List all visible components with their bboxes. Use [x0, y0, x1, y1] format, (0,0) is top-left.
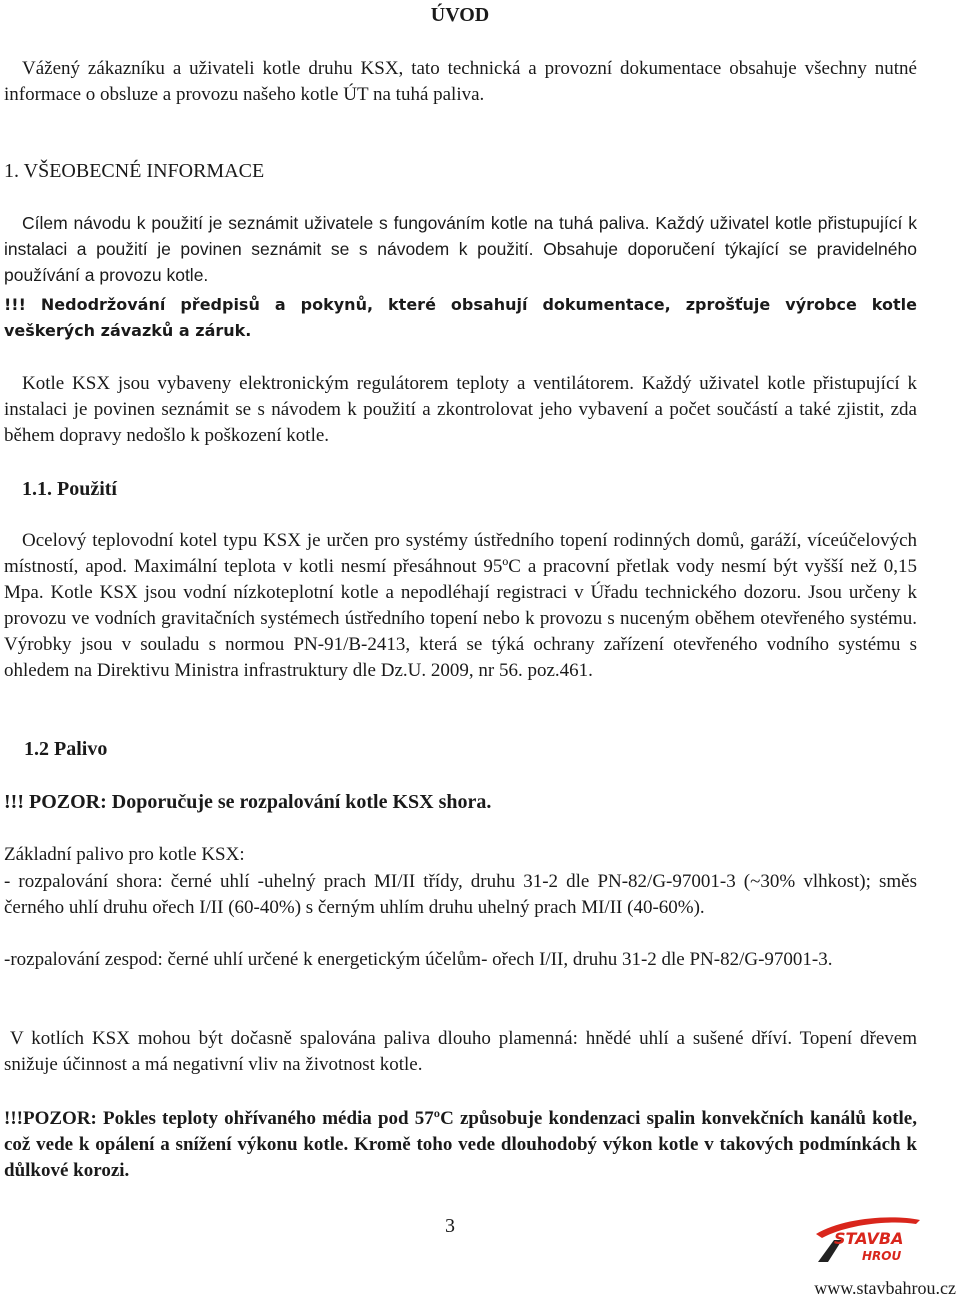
wood-paragraph: V kotlích KSX mohou být dočasně spalována paliva dlouho plamenná: hnědé uhlí a sušené dříví. Topení dřevem snižuje účinnost a má negativní vliv na životnost kotle. — [4, 1028, 917, 1075]
section-1-warning: !!! Nedodržování předpisů a pokynů, které obsahují dokumentace, zprošťuje výrobce kotle veškerých závazků a záruk. — [4, 295, 917, 340]
footer-url[interactable]: www.stavbahrou.cz — [814, 1278, 956, 1298]
page-number: 3 — [445, 1215, 455, 1237]
section-1-paragraph-2: Kotle KSX jsou vybaveny elektronickým regulátorem teploty a ventilátorem. Každý uživatel kotle přistupující k instalaci je povinen seznámit se s návodem k použití a zkontrolovat jeho vybavení a počet součástí a také zjistit, zda během dopravy nedošlo k poškození kotle. — [4, 373, 917, 446]
section-1-1-paragraph: Ocelový teplovodní kotel typu KSX je určen pro systémy ústředního topení rodinných domů, garáží, víceúčelových místností, apod. Maximální teplota v kotli nesmí přesáhnout 95ºC a pracovní přetlak vody nesmí být vyšší než 0,15 Mpa. Kotle KSX jsou vodní nízkoteplotní kotle a nepodléhají registraci v Úřadu technického dozoru. Jsou určeny k provozu ve vodních gravitačních systémech ústředního topení nebo k provozu s nuceným oběhem otevřeného systému. Výrobky jsou v souladu s normou PN-91/B-2413, která se týká ochrany zařízení otevřeného vodního systému s ohledem na Direktivu Ministra infrastruktury dle Dz.U. 2009, nr 56. poz.461. — [4, 530, 917, 681]
fuel-top-lighting: - rozpalování shora: černé uhlí -uhelný prach MI/II třídy, druhu 31-2 dle PN-82/G-97001-3 (~30% vlhkost); směs černého uhlí druhu ořech I/II (60-40%) s černým uhlím druhu uhelný prach MI/II (40-60%). — [4, 871, 917, 918]
fuel-intro: Základní palivo pro kotle KSX: — [4, 844, 245, 865]
logo-text-bottom: HROU — [862, 1249, 902, 1263]
section-1-2-warning: !!! POZOR: Doporučuje se rozpalování kotle KSX shora. — [4, 791, 492, 813]
section-1-heading: 1. VŠEOBECNÉ INFORMACE — [4, 160, 265, 182]
intro-paragraph: Vážený zákazníku a uživateli kotle druhu KSX, tato technická a provozní dokumentace obsahuje všechny nutné informace o obsluze a provozu našeho kotle ÚT na tuhá paliva. — [4, 58, 917, 105]
section-1-paragraph-1: Cílem návodu k použití je seznámit uživatele s fungováním kotle na tuhá paliva. Každý uživatel kotle přistupující k instalaci a použití je povinen seznámit se s návodem k použití. Obsahuje doporučení týkající se pravidelného používání a provozu kotle. — [4, 213, 917, 285]
stavbahrou-logo — [812, 1212, 924, 1268]
section-1-2-warning-2: !!!POZOR: Pokles teploty ohřívaného média pod 57ºC způsobuje kondenzaci spalin konvekčních kanálů kotle, což vede k opálení a snížení výkonu kotle. Kromě toho vede dlouhodobý výkon kotle v takových podmínkách k důlkové korozi. — [4, 1108, 917, 1181]
section-1-1-heading: 1.1. Použití — [22, 478, 117, 500]
logo-text-top: STAVBA — [834, 1229, 904, 1248]
page-title: ÚVOD — [430, 4, 490, 26]
section-1-2-heading: 1.2 Palivo — [24, 738, 108, 760]
fuel-bottom-lighting: -rozpalování zespod: černé uhlí určené k energetickým účelům- ořech I/II, druhu 31-2 dle PN-82/G-97001-3. — [4, 949, 833, 970]
